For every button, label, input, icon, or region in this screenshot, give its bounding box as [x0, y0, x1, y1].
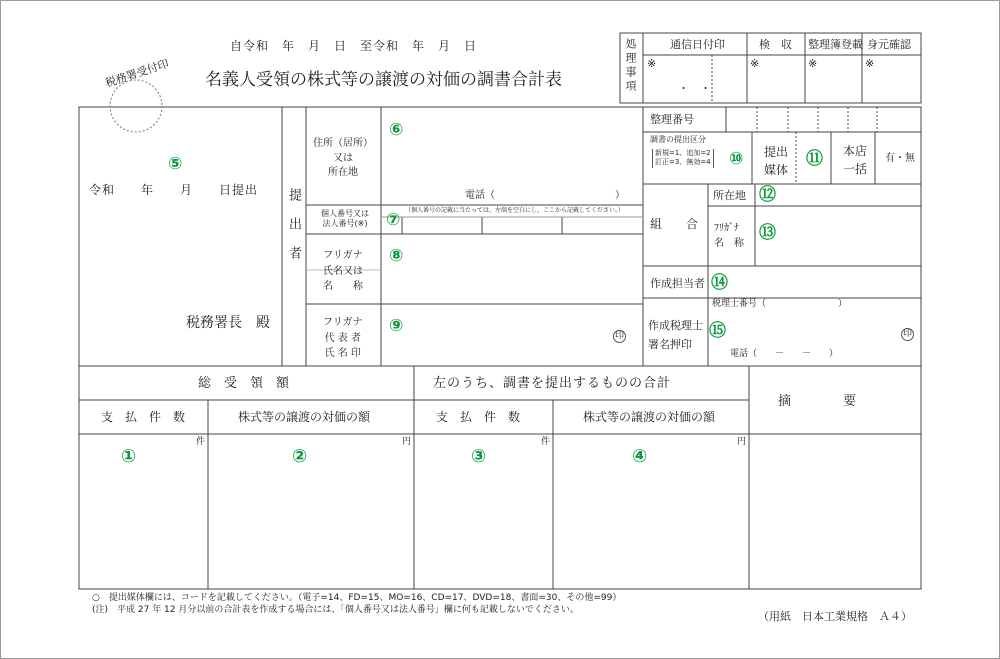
total-count-header: 支 払 件 数: [101, 410, 186, 424]
unit-count-2: 件: [541, 437, 551, 447]
submitter-label: 提出者: [286, 188, 301, 275]
footer-media-note: ○ 提出媒体欄には、コードを記載してください。（電子=14、FD=15、MO=16、CD=17、DVD=18、書面=30、その他=99）: [92, 593, 622, 603]
submission-date[interactable]: 令和 年 月 日提出: [89, 183, 259, 197]
tax-accountant-phone[interactable]: 電話（ － － ）: [730, 349, 839, 359]
address-field[interactable]: [384, 140, 639, 185]
proc-col-date-stamp: 通信日付印: [670, 38, 725, 51]
representative-label: フリガナ 代 表 者 氏 名 印: [323, 317, 363, 359]
circled-15: ⑮: [709, 321, 726, 341]
unit-count-1: 件: [196, 437, 206, 447]
subset-count-field[interactable]: [416, 436, 552, 588]
circled-4: ④: [632, 446, 648, 467]
paper-size-note: （用紙 日本工業規格 Ａ４）: [758, 610, 912, 623]
footer-id-note: (注) 平成 27 年 12 月分以前の合計表を作成する場合には、「個人番号又は法人番号」欄に何も記載しないでください。: [92, 605, 579, 615]
total-amount-field[interactable]: [210, 436, 413, 588]
circled-9: ⑨: [389, 316, 404, 336]
circled-10: ⑩: [729, 149, 744, 169]
proc-mark-1: ※: [647, 57, 657, 70]
id-number-label: 個人番号又は 法人番号(※): [321, 209, 369, 229]
total-amount-header: 株式等の譲渡の対価の額: [238, 410, 371, 424]
circled-7: ⑦: [386, 210, 401, 230]
circled-8: ⑧: [389, 246, 404, 266]
kubun-label: 調書の提出区分: [650, 135, 706, 144]
circled-14: ⑭: [711, 273, 728, 293]
summary-header: 摘 要: [778, 394, 857, 409]
address-label: 住所（居所） 又は 所在地: [313, 138, 373, 178]
proc-mark-3: ※: [808, 57, 818, 70]
proc-col-inspection: 検 収: [759, 38, 792, 51]
proc-mark-2: ※: [750, 57, 760, 70]
circled-13: ⑬: [759, 223, 776, 243]
subset-total-header: 左のうち、調書を提出するものの合計: [433, 376, 672, 391]
preparer-label: 作成担当者: [650, 277, 705, 290]
period-range: 自令和 年 月 日 至令和 年 月 日: [230, 39, 478, 53]
representative-seal-mark: 印: [615, 331, 625, 341]
preparer-field[interactable]: [732, 268, 918, 296]
honten-label: 本店 一括: [843, 144, 868, 176]
unit-yen-1: 円: [402, 437, 412, 447]
proc-col-identity: 身元確認: [867, 38, 911, 51]
submitter-phone[interactable]: 電話（ ）: [465, 190, 625, 201]
unit-yen-2: 円: [737, 437, 747, 447]
circled-6: ⑥: [389, 120, 404, 140]
proc-col-register: 整理簿登載: [808, 38, 863, 51]
reception-stamp-area: [110, 80, 162, 132]
tax-accountant-seal-mark: 印: [903, 329, 913, 339]
stamp-label: 税務署受付印: [103, 57, 171, 90]
tax-accountant-label: 作成税理士 署名押印: [648, 319, 703, 351]
subset-count-header: 支 払 件 数: [436, 410, 521, 424]
honten-yes-no[interactable]: 有・無: [885, 153, 915, 164]
proc-date-placeholder: ・ ・: [678, 82, 711, 95]
seiri-number-label: 整理番号: [650, 113, 694, 126]
seiri-number-field[interactable]: [727, 108, 920, 131]
tax-office-addressee: 税務署長 殿: [186, 315, 270, 331]
processing-label: 処理事項: [624, 38, 637, 94]
circled-5: ⑤: [168, 154, 183, 174]
form-title: 名義人受領の株式等の譲渡の対価の調書合計表: [205, 70, 562, 90]
name-label: フリガナ 氏名又は 名 称: [323, 250, 363, 292]
circled-3: ③: [471, 446, 487, 467]
proc-mark-4: ※: [865, 57, 875, 70]
total-received-header: 総 受 領 額: [198, 376, 290, 391]
total-count-field[interactable]: [81, 436, 207, 588]
summary-field[interactable]: [751, 436, 920, 588]
circled-2: ②: [292, 446, 308, 467]
kumiai-location-field[interactable]: [780, 186, 918, 204]
tax-accountant-number[interactable]: 税理士番号（ ）: [712, 299, 848, 309]
subset-amount-header: 株式等の譲渡の対価の額: [583, 410, 716, 424]
circled-12: ⑫: [759, 185, 776, 205]
id-number-field[interactable]: [402, 218, 642, 233]
kumiai-label: 組 合: [650, 217, 699, 231]
id-number-note: （個人番号の記載に当たっては、左端を空白にし、ここから記載してください。）: [405, 207, 625, 214]
kubun-detail: 新規=1、追加=2 訂正=3、無効=4: [652, 149, 714, 168]
subset-amount-field[interactable]: [555, 436, 748, 588]
kumiai-name-field[interactable]: [780, 208, 918, 264]
name-field[interactable]: [384, 268, 639, 302]
kumiai-name-label: ﾌﾘｶﾞﾅ 名 称: [714, 223, 744, 249]
media-label: 提出 媒体: [764, 145, 789, 177]
circled-11: ⑪: [806, 149, 823, 169]
circled-1: ①: [121, 446, 137, 467]
kumiai-location-label: 所在地: [713, 189, 746, 202]
